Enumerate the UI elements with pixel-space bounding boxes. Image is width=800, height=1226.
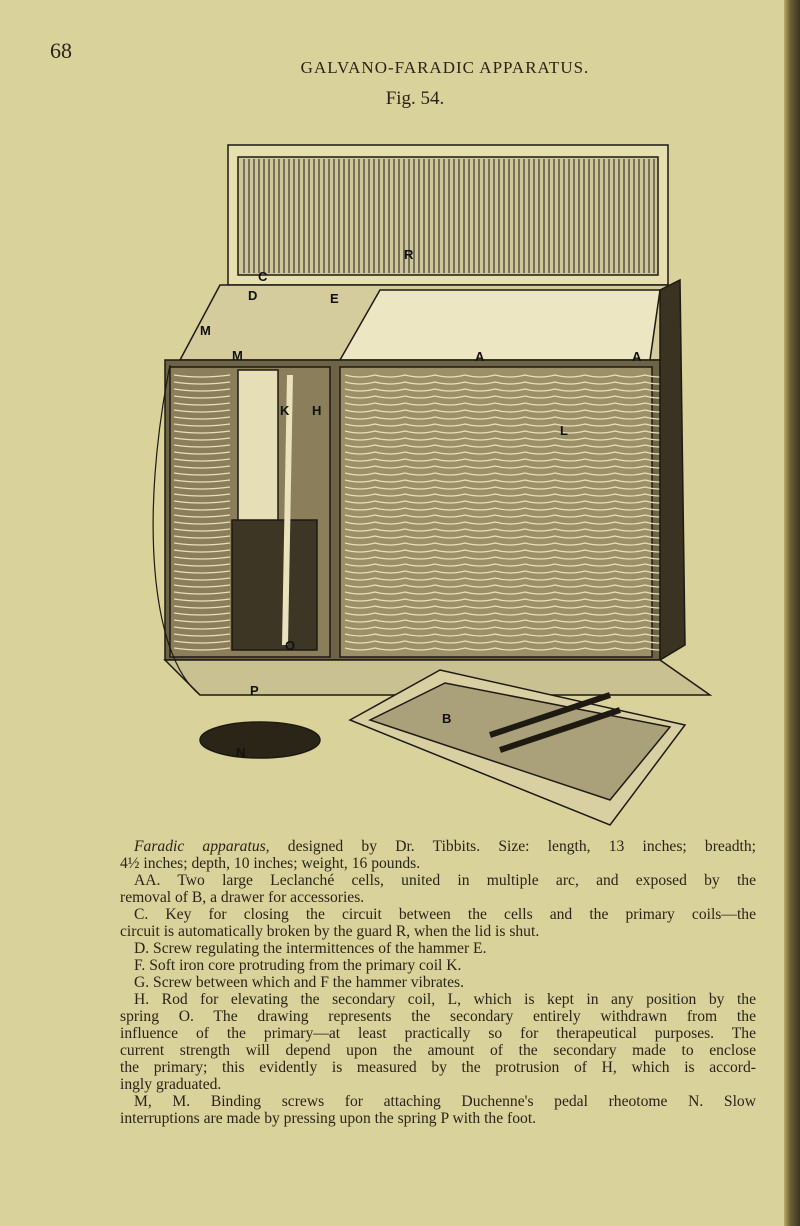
caption-line: current strength will depend upon the amount of the secondary made to enclose — [120, 1042, 756, 1059]
caption-line: M, M. Binding screws for attaching Duchenne's pedal rheotome N. Slow — [134, 1093, 756, 1110]
figure-letter-label: R — [404, 247, 414, 262]
figure-letter-label: A — [632, 349, 642, 364]
figure-letter-label: D — [248, 288, 258, 303]
caption-line: C. Key for closing the circuit between the cells and the primary coils—the — [134, 906, 756, 923]
figure-letter-label: H — [312, 403, 322, 418]
figure-letter-label: N — [236, 745, 246, 760]
primary-coil — [238, 370, 278, 530]
caption-text: designed by Dr. Tibbits. Size: length, 13 inches; breadth; — [269, 838, 757, 855]
caption-line: F. Soft iron core protruding from the primary coil K. — [134, 957, 462, 974]
figure-caption — [120, 838, 756, 1127]
caption-intro-line — [120, 838, 756, 855]
caption-title: Faradic apparatus, — [134, 838, 270, 855]
caption-line: spring O. The drawing represents the secondary entirely withdrawn from the — [120, 1008, 756, 1025]
figure-letter-label: P — [250, 683, 259, 698]
caption-line: circuit is automatically broken by the guard R, when the lid is shut. — [120, 923, 540, 940]
book-binding-edge — [784, 0, 800, 1226]
caption-line: influence of the primary—at least practically so for therapeutical purposes. The — [120, 1025, 756, 1042]
figure-letter-label: B — [442, 711, 452, 726]
figure-letter-label: A — [475, 349, 485, 364]
pedal-rheotome — [200, 722, 320, 758]
caption-line: H. Rod for elevating the secondary coil, L, which is kept in any position by the — [134, 991, 756, 1008]
running-title: GALVANO-FARADIC APPARATUS. — [300, 58, 590, 77]
figure-letter-label: E — [330, 291, 339, 306]
figure-letter-label: K — [280, 403, 290, 418]
figure-label: Fig. 54. — [385, 88, 445, 109]
caption-line: the primary; this evidently is measured by the protrusion of H, which is accord- — [120, 1059, 756, 1076]
caption-line: ingly graduated. — [120, 1076, 222, 1093]
caption-line: AA. Two large Leclanché cells, united in multiple arc, and exposed by the — [134, 872, 756, 889]
caption-line: G. Screw between which and F the hammer vibrates. — [134, 974, 464, 991]
figure-letter-label: M — [200, 323, 211, 338]
figure-letter-label: O — [285, 638, 296, 653]
secondary-coil — [232, 520, 317, 650]
figure-letter-label: C — [258, 269, 268, 284]
caption-intro-line: 4½ inches; depth, 10 inches; weight, 16 pounds. — [120, 855, 421, 872]
page-number: 68 — [50, 38, 72, 63]
caption-line: interruptions are made by pressing upon the spring P with the foot. — [120, 1110, 537, 1127]
figure-letter-label: M — [232, 348, 243, 363]
caption-line: removal of B, a drawer for accessories. — [120, 889, 365, 906]
caption-line: D. Screw regulating the intermittences of the hammer E. — [134, 940, 487, 957]
figure-letter-label: L — [560, 423, 568, 438]
apparatus-illustration — [140, 135, 720, 835]
